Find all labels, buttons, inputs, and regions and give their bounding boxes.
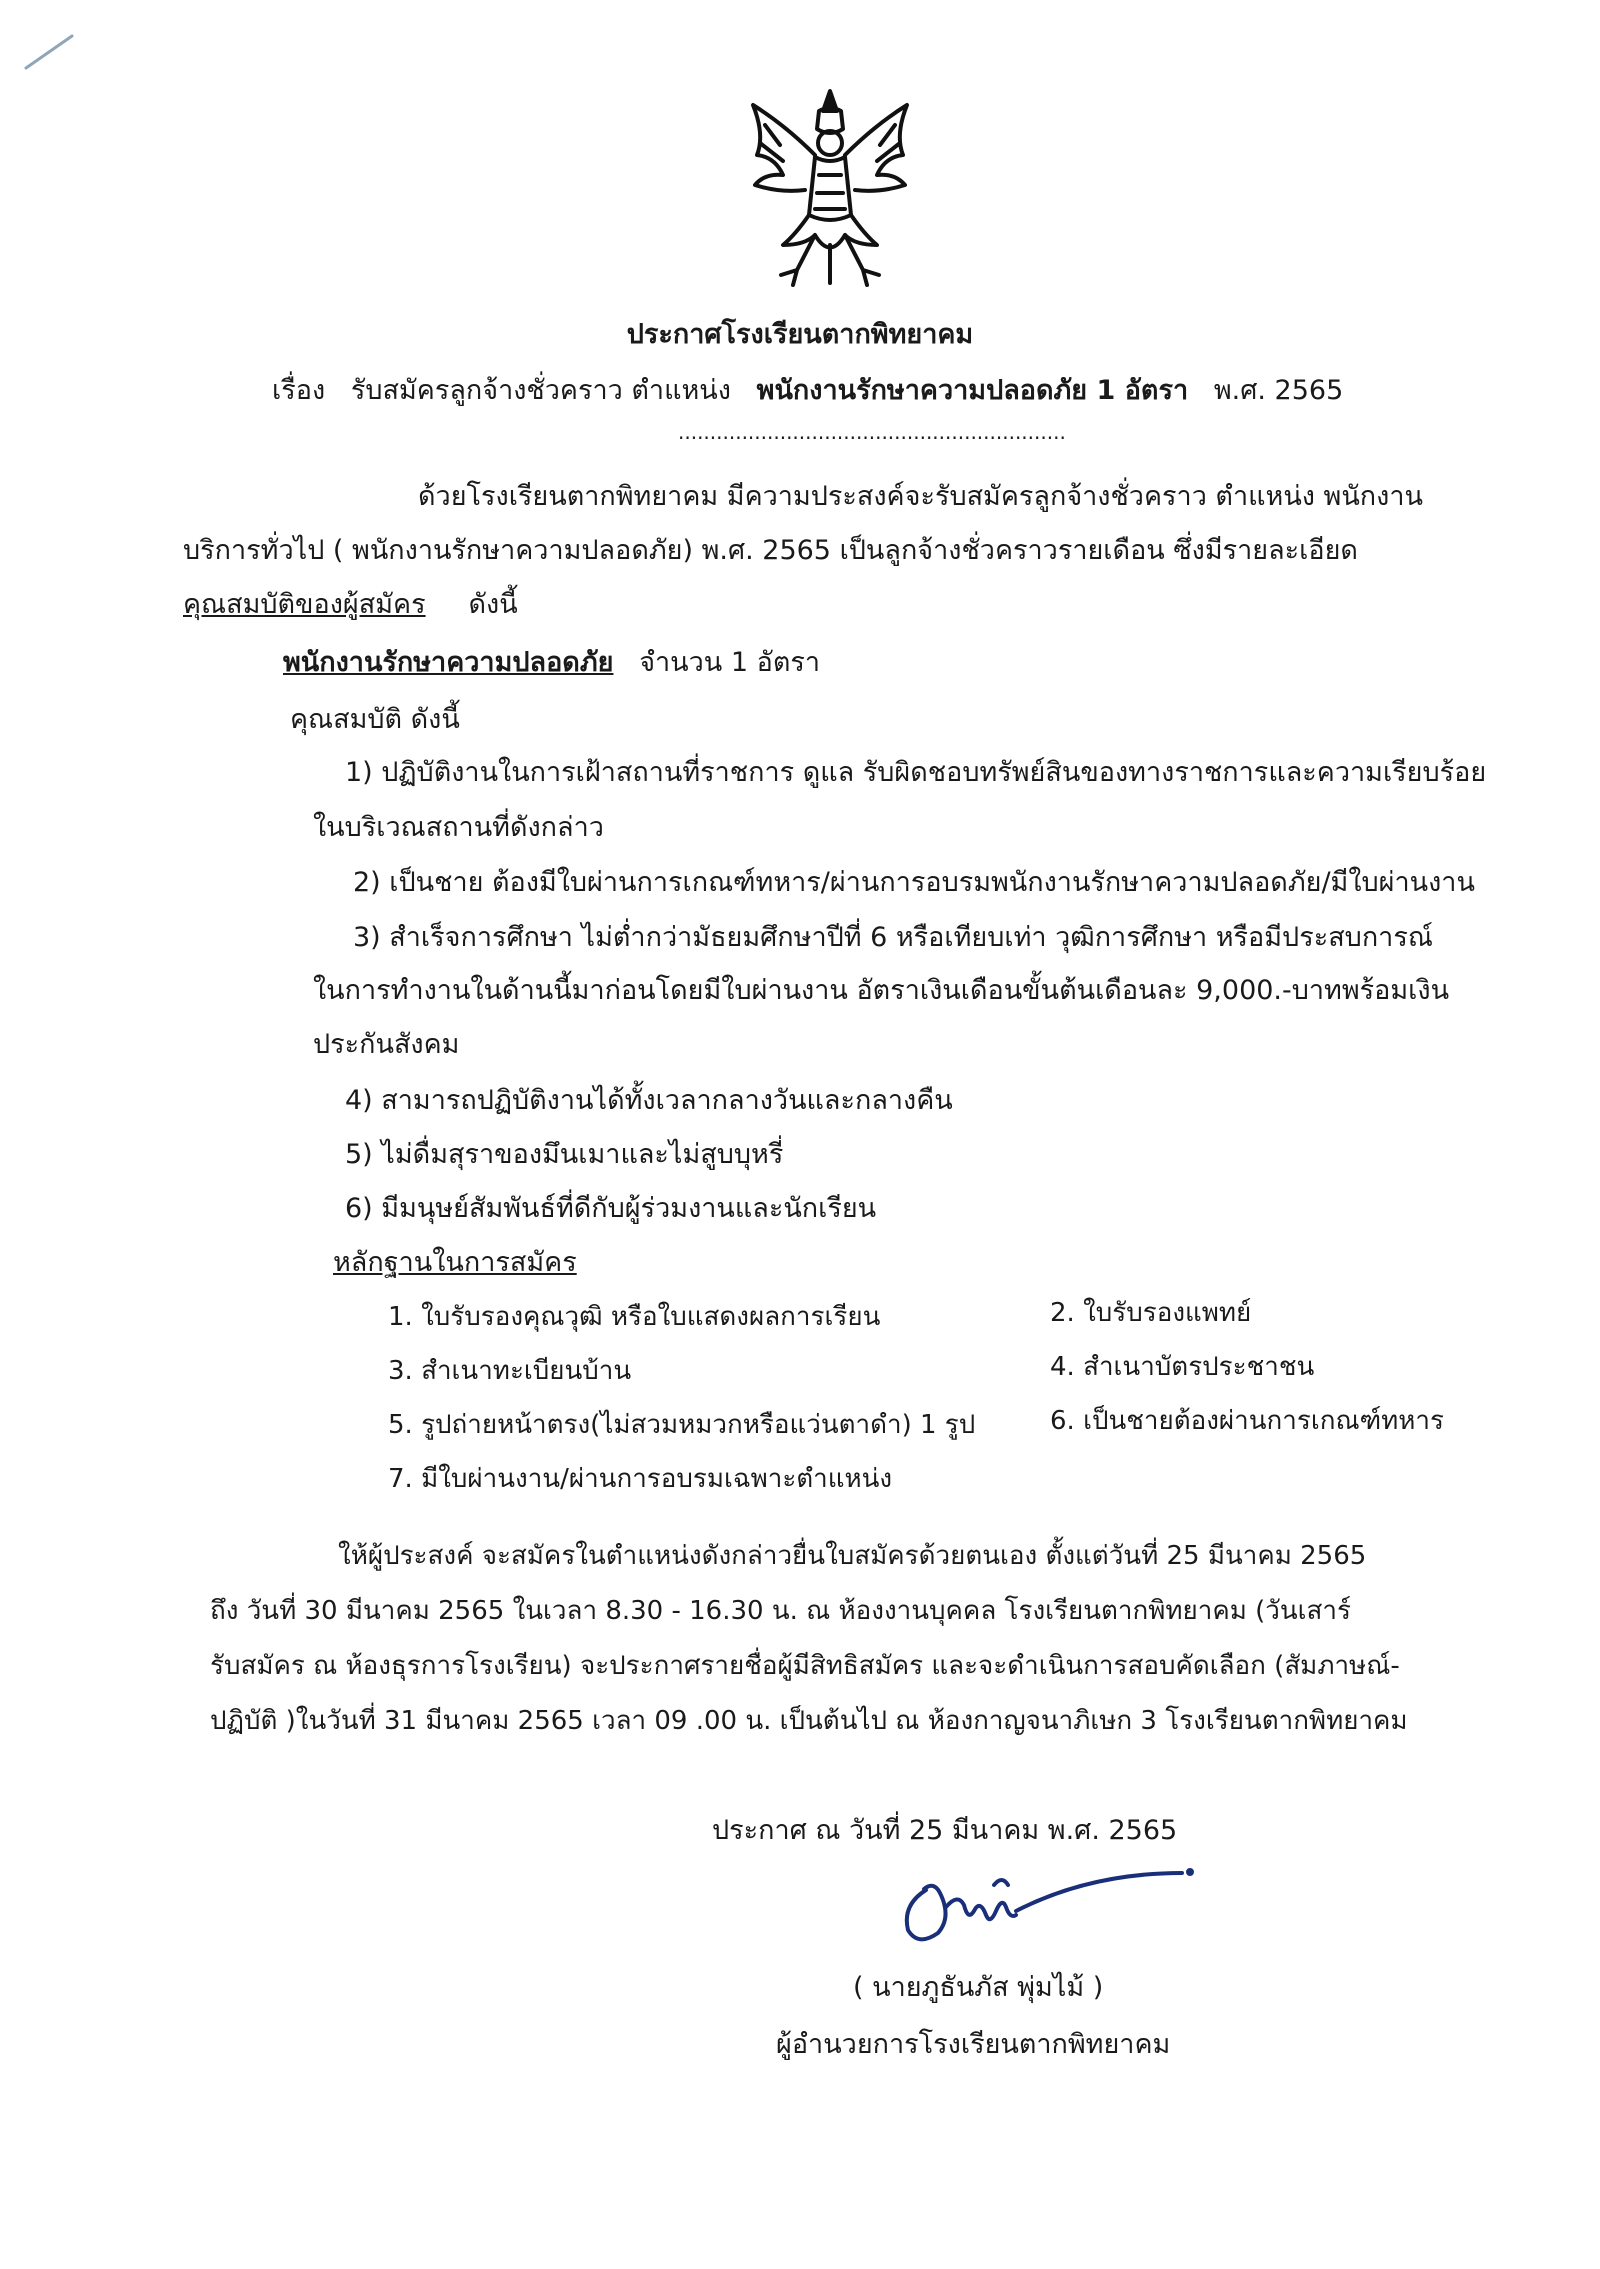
applicant-qualifications-label: คุณสมบัติของผู้สมัคร (183, 589, 426, 620)
subject-label: เรื่อง (272, 375, 326, 406)
qualification-item: 2) เป็นชาย ต้องมีใบผ่านการเกณฑ์ทหาร/ผ่านการอบรมพนักงานรักษาความปลอดภัย/มีใบผ่านงาน (353, 867, 1475, 898)
signer-name: ( นายภูธันภัส พุ่มไม้ ) (853, 1972, 1104, 2003)
intro-line-2: บริการทั่วไป ( พนักงานรักษาความปลอดภัย) พ.ศ. 2565 เป็นลูกจ้างชั่วคราวรายเดือน ซึ่งมีรายละเอียด (183, 535, 1358, 566)
signature-icon (890, 1845, 1210, 1955)
position-count: จำนวน 1 อัตรา (639, 647, 821, 678)
document-item: 4. สำเนาบัตรประชาชน (1050, 1352, 1315, 1382)
document-item: 1. ใบรับรองคุณวุฒิ หรือใบแสดงผลการเรียน (388, 1302, 881, 1332)
divider-dots: ............................................................. (678, 420, 1066, 444)
intro-line-3-rest: ดังนี้ (468, 589, 518, 620)
qualification-item: 1) ปฏิบัติงานในการเฝ้าสถานที่ราชการ ดูแล รับผิดชอบทรัพย์สินของทางราชการและความเรียบร้อย (345, 757, 1487, 788)
subject-line (272, 368, 1343, 411)
garuda-emblem-icon (735, 85, 925, 295)
position-name: พนักงานรักษาความปลอดภัย (283, 647, 614, 678)
application-line: ปฏิบัติ )ในวันที่ 31 มีนาคม 2565 เวลา 09 .00 น. เป็นต้นไป ณ ห้องกาญจนาภิเษก 3 โรงเรียนตากพิทยาคม (210, 1706, 1408, 1736)
page-title: ประกาศโรงเรียนตากพิทยาคม (626, 319, 974, 350)
subject-year: พ.ศ. 2565 (1213, 375, 1344, 406)
qualification-item: 5) ไม่ดื่มสุราของมึนเมาและไม่สูบบุหรี่ (345, 1139, 784, 1170)
position-line (283, 640, 820, 683)
qualification-heading: คุณสมบัติ ดังนี้ (290, 704, 460, 735)
document-item: 7. มีใบผ่านงาน/ผ่านการอบรมเฉพาะตำแหน่ง (388, 1464, 893, 1494)
qualification-item: 6) มีมนุษย์สัมพันธ์ที่ดีกับผู้ร่วมงานและนักเรียน (345, 1193, 877, 1224)
signer-title: ผู้อำนวยการโรงเรียนตากพิทยาคม (776, 2029, 1171, 2060)
qualification-item: 3) สำเร็จการศึกษา ไม่ต่ำกว่ามัธยมศึกษาปีที่ 6 หรือเทียบเท่า วุฒิการศึกษา หรือมีประสบการณ์ (353, 922, 1433, 953)
qualification-item: ประกันสังคม (313, 1029, 460, 1060)
document-item: 2. ใบรับรองแพทย์ (1050, 1298, 1252, 1328)
qualification-item: ในบริเวณสถานที่ดังกล่าว (313, 812, 604, 843)
document-item: 5. รูปถ่ายหน้าตรง(ไม่สวมหมวกหรือแว่นตาดำ) 1 รูป (388, 1410, 976, 1440)
intro-line-3 (183, 582, 518, 625)
pen-mark-icon (22, 28, 82, 73)
document-item: 3. สำเนาทะเบียนบ้าน (388, 1356, 632, 1386)
subject-position: พนักงานรักษาความปลอดภัย 1 อัตรา (756, 375, 1189, 406)
application-line: รับสมัคร ณ ห้องธุรการโรงเรียน) จะประกาศรายชื่อผู้มีสิทธิสมัคร และจะดำเนินการสอบคัดเลือก (สัมภาษณ์- (210, 1651, 1400, 1681)
application-line: ให้ผู้ประสงค์ จะสมัครในตำแหน่งดังกล่าวยื่นใบสมัครด้วยตนเอง ตั้งแต่วันที่ 25 มีนาคม 2565 (338, 1541, 1367, 1571)
application-line: ถึง วันที่ 30 มีนาคม 2565 ในเวลา 8.30 - 16.30 น. ณ ห้องงานบุคคล โรงเรียนตากพิทยาคม (วันเสาร์ (210, 1596, 1351, 1626)
subject-prefix: รับสมัครลูกจ้างชั่วคราว ตำแหน่ง (350, 375, 731, 406)
documents-heading: หลักฐานในการสมัคร (333, 1247, 577, 1278)
document-item: 6. เป็นชายต้องผ่านการเกณฑ์ทหาร (1050, 1406, 1444, 1436)
qualification-item: ในการทำงานในด้านนี้มาก่อนโดยมีใบผ่านงาน อัตราเงินเดือนขั้นต้นเดือนละ 9,000.-บาทพร้อมเงิน (313, 975, 1450, 1006)
intro-line-1: ด้วยโรงเรียนตากพิทยาคม มีความประสงค์จะรับสมัครลูกจ้างชั่วคราว ตำแหน่ง พนักงาน (418, 481, 1423, 512)
announce-date: ประกาศ ณ วันที่ 25 มีนาคม พ.ศ. 2565 (712, 1815, 1178, 1846)
qualification-item: 4) สามารถปฏิบัติงานได้ทั้งเวลากลางวันและกลางคืน (345, 1085, 953, 1116)
